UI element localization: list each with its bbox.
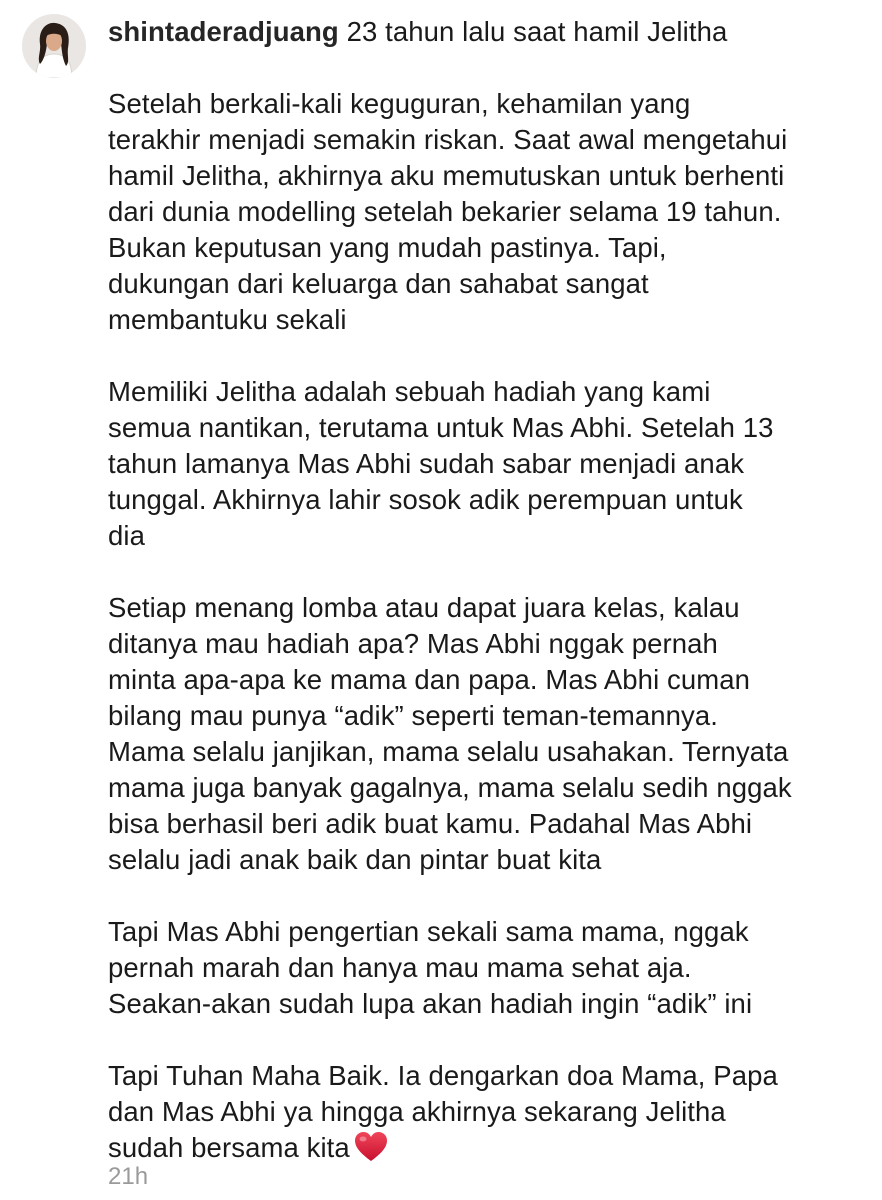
comment-line: tunggal. Akhirnya lahir sosok adik perempuan untuk — [108, 484, 743, 515]
comment-line: Setelah berkali-kali keguguran, kehamilan yang — [108, 88, 691, 119]
comment-line: minta apa-apa ke mama dan papa. Mas Abhi cuman — [108, 664, 751, 695]
comment-line: dari dunia modelling setelah bekarier selama 19 tahun. — [108, 196, 782, 227]
comment-header-text: 23 tahun lalu saat hamil Jelitha — [346, 16, 728, 47]
comment-line: hamil Jelitha, akhirnya aku memutuskan untuk berhenti — [108, 160, 785, 191]
comment-line: sudah bersama kita — [108, 1132, 350, 1163]
comment-paragraph — [108, 914, 868, 1022]
comment-line-with-emoji — [108, 1130, 868, 1172]
comment-line: semua nantikan, terutama untuk Mas Abhi. Setelah 13 — [108, 412, 774, 443]
comment-line: bilang mau punya “adik” seperti teman-temannya. — [108, 700, 719, 731]
comment-line: bisa berhasil beri adik buat kamu. Padahal Mas Abhi — [108, 808, 753, 839]
comment-line: Setiap menang lomba atau dapat juara kelas, kalau — [108, 592, 740, 623]
comment-line: dia — [108, 520, 145, 551]
comment-line: Mama selalu janjikan, mama selalu usahakan. Ternyata — [108, 736, 789, 767]
comment-line: dan Mas Abhi ya hingga akhirnya sekarang Jelitha — [108, 1096, 726, 1127]
comment-line: mama juga banyak gagalnya, mama selalu sedih nggak — [108, 772, 792, 803]
profile-photo-icon — [22, 14, 86, 78]
red-heart-icon — [354, 1131, 388, 1172]
comment-body — [108, 14, 868, 1172]
comment-line: ditanya mau hadiah apa? Mas Abhi nggak pernah — [108, 628, 718, 659]
comment-line: selalu jadi anak baik dan pintar buat kita — [108, 844, 602, 875]
comment-line: Seakan-akan sudah lupa akan hadiah ingin “adik” ini — [108, 988, 753, 1019]
comment-line: pernah marah dan hanya mau mama sehat aja. — [108, 952, 692, 983]
comment-line: dukungan dari keluarga dan sahabat sangat — [108, 268, 649, 299]
username-link[interactable]: shintaderadjuang — [108, 16, 339, 47]
comment-line: terakhir menjadi semakin riskan. Saat awal mengetahui — [108, 124, 788, 155]
comment-line: Memiliki Jelitha adalah sebuah hadiah yang kami — [108, 376, 711, 407]
comment-line: membantuku sekali — [108, 304, 347, 335]
comment-paragraph — [108, 86, 868, 338]
comment-line: Bukan keputusan yang mudah pastinya. Tapi, — [108, 232, 667, 263]
comment-line: Tapi Mas Abhi pengertian sekali sama mama, nggak — [108, 916, 749, 947]
comment-header — [108, 14, 868, 50]
comment-paragraph — [108, 374, 868, 554]
comment-line: Tapi Tuhan Maha Baik. Ia dengarkan doa Mama, Papa — [108, 1060, 778, 1091]
comment-paragraph — [108, 590, 868, 878]
avatar[interactable] — [22, 14, 86, 78]
comment-timestamp: 21h — [108, 1163, 149, 1190]
comment-line: tahun lamanya Mas Abhi sudah sabar menjadi anak — [108, 448, 745, 479]
comment-paragraph — [108, 1058, 868, 1172]
